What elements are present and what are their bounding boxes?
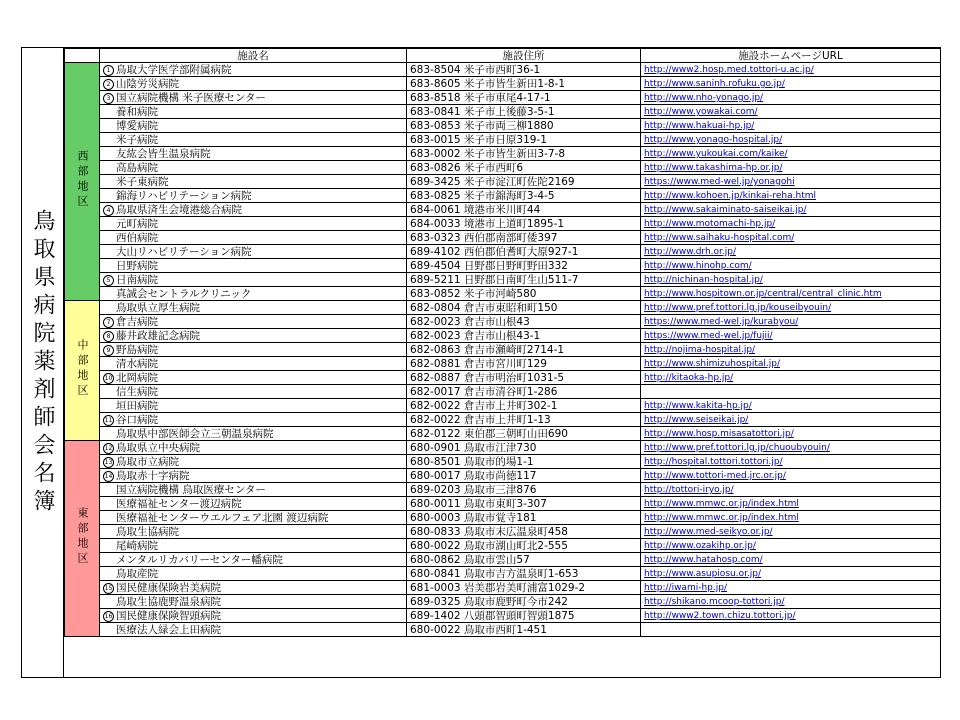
hospital-url-link[interactable]: http://www.med-seikyo.or.jp/: [644, 527, 773, 537]
hospital-url-link[interactable]: http://www.motomachi-hp.jp/: [644, 219, 776, 229]
region-cell: [65, 301, 100, 441]
hospital-name: 元町病院: [116, 217, 158, 230]
hospital-name-cell: [100, 315, 407, 329]
region-label: 中部地区: [76, 339, 89, 399]
hospital-name-cell: [100, 511, 407, 525]
table-row: [65, 623, 941, 637]
hospital-url-cell: [641, 595, 941, 609]
hospital-url-cell: [641, 623, 941, 637]
hospital-name-cell: [100, 581, 407, 595]
hospital-name: メンタルリカバリーセンター幡病院: [116, 553, 283, 566]
hospital-url-cell: [641, 301, 941, 315]
hospital-address: 680-0011 鳥取市東町3-307: [407, 497, 641, 511]
hospital-name-cell: [100, 175, 407, 189]
region-cell: [65, 441, 100, 637]
hospital-name-cell: [100, 413, 407, 427]
hospital-name-cell: [100, 483, 407, 497]
hospital-url-link[interactable]: https://www.med-wel.jp/yonagohi: [644, 177, 795, 187]
hospital-name-cell: [100, 357, 407, 371]
hospital-name-cell: [100, 203, 407, 217]
hospital-name-cell: [100, 469, 407, 483]
hospital-url-link[interactable]: http://www.kakita-hp.jp/: [644, 401, 752, 411]
hospital-address: 683-0825 米子市錦海町3-4-5: [407, 189, 641, 203]
map-number-badge: 13: [104, 458, 113, 466]
hospital-address: 689-0325 鳥取市鹿野町今市242: [407, 595, 641, 609]
hospital-address: 682-0017 倉吉市清谷町1-286: [407, 385, 641, 399]
table-row: [65, 595, 941, 609]
hospital-name: 野島病院: [116, 343, 158, 356]
hospital-url-link[interactable]: http://www.hinohp.com/: [644, 261, 752, 271]
table-row: [65, 483, 941, 497]
hospital-address: 682-0804 倉吉市東昭和町150: [407, 301, 641, 315]
region-cell: [65, 63, 100, 301]
hospital-address: 682-0863 倉吉市瀬崎町2714-1: [407, 343, 641, 357]
table-row: [65, 77, 941, 91]
hospital-url-link[interactable]: http://www.saninh.rofuku.go.jp/: [644, 79, 785, 89]
hospital-name: 医療福祉センター渡辺病院: [116, 497, 242, 510]
table-row: [65, 119, 941, 133]
hospital-address: 683-0002 米子市皆生新田3-7-8: [407, 147, 641, 161]
hospital-url-cell: [641, 147, 941, 161]
hospital-url-link[interactable]: http://www.yukoukai.com/kaike/: [644, 149, 788, 159]
hospital-url-link[interactable]: http://www.nho-yonago.jp/: [644, 93, 764, 103]
region-header: [65, 49, 100, 63]
hospital-url-cell: [641, 77, 941, 91]
hospital-url-cell: [641, 161, 941, 175]
url-header: 施設ホームページURL: [641, 49, 941, 63]
hospital-url-cell: [641, 287, 941, 301]
table-row: [65, 539, 941, 553]
hospital-url-cell: [641, 413, 941, 427]
map-number-badge: 7: [103, 317, 114, 328]
table-row: [65, 203, 941, 217]
table-row: [65, 273, 941, 287]
hospital-name: 西伯病院: [116, 231, 158, 244]
hospital-url-cell: [641, 371, 941, 385]
hospital-name-cell: [100, 77, 407, 91]
hospital-url-cell: [641, 217, 941, 231]
hospital-url-link[interactable]: http://www.shimizuhospital.jp/: [644, 359, 781, 369]
hospital-name: 信生病院: [116, 385, 158, 398]
hospital-name: 米子病院: [116, 133, 158, 146]
hospital-name: 鳥取県中部医師会立三朝温泉病院: [116, 427, 274, 440]
hospital-name-cell: [100, 273, 407, 287]
hospital-name: 友紘会皆生温泉病院: [116, 147, 211, 160]
hospital-name: 養和病院: [116, 105, 158, 118]
hospital-name-cell: [100, 623, 407, 637]
hospital-url-cell: [641, 119, 941, 133]
name-header: 施設名: [100, 49, 407, 63]
table-row: [65, 189, 941, 203]
map-number-badge: 4: [103, 205, 114, 216]
hospital-address: 683-0323 西伯郡南部町倭397: [407, 231, 641, 245]
region-label: 東部地区: [76, 507, 89, 567]
hospital-url-cell: [641, 539, 941, 553]
hospital-url-cell: [641, 343, 941, 357]
hospital-address: 684-0061 境港市米川町44: [407, 203, 641, 217]
hospital-url-cell: [641, 105, 941, 119]
hospital-address: 683-8504 米子市西町36-1: [407, 63, 641, 77]
hospital-url-cell: [641, 175, 941, 189]
hospital-url-link[interactable]: http://www.asupiosu.or.jp/: [644, 569, 762, 579]
map-number-badge: 10: [104, 374, 113, 382]
hospital-name: 清水病院: [116, 357, 158, 370]
hospital-name: 医療法人緑会上田病院: [116, 623, 221, 636]
table-row: [65, 609, 941, 623]
region-label: 西部地区: [76, 150, 89, 210]
hospital-url-cell: [641, 399, 941, 413]
hospital-url-link[interactable]: http://nichinan-hospital.jp/: [644, 275, 763, 285]
hospital-url-cell: [641, 63, 941, 77]
hospital-url-cell: [641, 357, 941, 371]
hospital-name-cell: [100, 497, 407, 511]
hospital-name-cell: [100, 63, 407, 77]
hospital-url-cell: [641, 231, 941, 245]
hospital-address: 680-0833 鳥取市末広温泉町458: [407, 525, 641, 539]
hospital-name-cell: [100, 539, 407, 553]
table-row: [65, 357, 941, 371]
hospital-address: 684-0033 境港市上道町1895-1: [407, 217, 641, 231]
hospital-name: 米子東病院: [116, 175, 169, 188]
hospital-url-cell: [641, 609, 941, 623]
hospital-address: 683-0852 米子市河崎580: [407, 287, 641, 301]
hospital-url-cell: [641, 273, 941, 287]
table-row: [65, 315, 941, 329]
hospital-address: 682-0022 倉吉市上井町302-1: [407, 399, 641, 413]
hospital-name: 国立病院機構 鳥取医療センター: [116, 483, 266, 496]
table-row: [65, 133, 941, 147]
map-number-badge: 9: [103, 345, 114, 356]
hospital-name-cell: [100, 567, 407, 581]
hospital-url-cell: [641, 441, 941, 455]
hospital-name-cell: [100, 553, 407, 567]
hospital-name: 鳥取県済生会境港総合病院: [116, 203, 242, 216]
hospital-name-cell: [100, 329, 407, 343]
hospital-address: 683-0015 米子市日原319-1: [407, 133, 641, 147]
table-row: [65, 259, 941, 273]
hospital-name-cell: [100, 105, 407, 119]
hospital-url-link[interactable]: http://www.mmwc.or.jp/index.html: [644, 513, 799, 523]
hospital-name: 鳥取産院: [116, 567, 158, 580]
table-row: [65, 385, 941, 399]
hospital-url-link[interactable]: http://www.kohoen.jp/kinkai-reha.html: [644, 191, 816, 201]
hospital-url-link[interactable]: http://tottori-iryo.jp/: [644, 485, 734, 495]
hospital-name-cell: [100, 161, 407, 175]
hospital-address: 683-8605 米子市皆生新田1-8-1: [407, 77, 641, 91]
table-row: [65, 427, 941, 441]
hospital-name-cell: [100, 427, 407, 441]
hospital-url-link[interactable]: http://www.drh.or.jp/: [644, 247, 736, 257]
hospital-name: 鳥取県立厚生病院: [116, 301, 200, 314]
hospital-address: 682-0881 倉吉市宮川町129: [407, 357, 641, 371]
hospital-name: 日南病院: [116, 273, 158, 286]
hospital-name: 鳥取赤十字病院: [116, 469, 190, 482]
table-row: [65, 469, 941, 483]
hospital-url-cell: [641, 91, 941, 105]
hospital-address: 689-3425 米子市淀江町佐陀2169: [407, 175, 641, 189]
hospital-name-cell: [100, 147, 407, 161]
map-number-badge: 3: [103, 93, 114, 104]
table-row: [65, 371, 941, 385]
hospital-url-cell: [641, 259, 941, 273]
hospital-url-link[interactable]: http://www.hosp.misasatottori.jp/: [644, 429, 794, 439]
hospital-name-cell: [100, 287, 407, 301]
hospital-name: 鳥取生協鹿野温泉病院: [116, 595, 221, 608]
hospital-url-cell: [641, 427, 941, 441]
hospital-name: 国立病院機構 米子医療センター: [116, 91, 266, 104]
hospital-name: 国民健康保険智頭病院: [116, 609, 221, 622]
table-row: [65, 329, 941, 343]
hospital-url-link[interactable]: http://nojima-hospital.jp/: [644, 345, 756, 355]
hospital-name-cell: [100, 133, 407, 147]
table-row: [65, 413, 941, 427]
map-number-badge: 15: [104, 584, 113, 592]
directory-grid: [64, 48, 940, 677]
table-row: [65, 231, 941, 245]
hospital-url-link[interactable]: http://hospital.tottori.tottori.jp/: [644, 457, 783, 467]
hospital-name: 錦海リハビリテーション病院: [116, 189, 252, 202]
table-row: [65, 245, 941, 259]
map-number-badge: 12: [104, 444, 113, 452]
directory-title: [22, 48, 64, 677]
hospital-name: 藤井政雄記念病院: [116, 329, 200, 342]
hospital-name: 医療福祉センターウエルフェア北園 渡辺病院: [116, 511, 329, 524]
header-row: [65, 49, 941, 63]
table-row: [65, 161, 941, 175]
table-row: [65, 175, 941, 189]
hospital-address: 682-0023 倉吉市山根43-1: [407, 329, 641, 343]
hospital-address: 689-5211 日野郡日南町生山511-7: [407, 273, 641, 287]
hospital-url-link[interactable]: https://www.med-wel.jp/kurabyou/: [644, 317, 799, 327]
hospital-address: 682-0022 倉吉市上井町1-13: [407, 413, 641, 427]
hospital-url-link[interactable]: http://www.hatahosp.com/: [644, 555, 763, 565]
hospital-url-cell: [641, 455, 941, 469]
table-row: [65, 525, 941, 539]
hospital-url-link[interactable]: http://www.saihaku-hospital.com/: [644, 233, 795, 243]
hospital-name: 倉吉病院: [116, 315, 158, 328]
hospital-address: 683-0853 米子市両三柳1880: [407, 119, 641, 133]
hospital-url-cell: [641, 511, 941, 525]
table-row: [65, 553, 941, 567]
hospital-name: 真誠会セントラルクリニック: [116, 287, 252, 300]
hospital-name: 大山リハビリテーション病院: [116, 245, 252, 258]
table-row: [65, 91, 941, 105]
hospital-url-link[interactable]: http://www.yowakai.com/: [644, 107, 758, 117]
table-row: [65, 63, 941, 77]
table-row: [65, 497, 941, 511]
hospital-address: 683-0826 米子市西町6: [407, 161, 641, 175]
table-row: [65, 399, 941, 413]
table-row: [65, 147, 941, 161]
hospital-name: 高島病院: [116, 161, 158, 174]
hospital-name: 尾崎病院: [116, 539, 158, 552]
table-row: [65, 343, 941, 357]
hospital-url-link[interactable]: http://www2.hosp.med.tottori-u.ac.jp/: [644, 65, 814, 75]
hospital-url-link[interactable]: http://www.ozakihp.or.jp/: [644, 541, 756, 551]
hospital-url-cell: [641, 469, 941, 483]
hospital-url-link[interactable]: http://www.sakaiminato-saiseikai.jp/: [644, 205, 807, 215]
hospital-url-cell: [641, 525, 941, 539]
hospital-url-link[interactable]: http://www.hakuai-hp.jp/: [644, 121, 755, 131]
table-row: [65, 581, 941, 595]
hospital-address: 680-8501 鳥取市的場1-1: [407, 455, 641, 469]
hospital-name-cell: [100, 595, 407, 609]
hospital-url-cell: [641, 581, 941, 595]
hospital-address: 681-0003 岩美郡岩美町浦富1029-2: [407, 581, 641, 595]
table-row: [65, 301, 941, 315]
hospital-url-cell: [641, 133, 941, 147]
hospital-name-cell: [100, 189, 407, 203]
hospital-table: [64, 48, 941, 637]
hospital-name-cell: [100, 399, 407, 413]
hospital-url-cell: [641, 315, 941, 329]
hospital-name-cell: [100, 91, 407, 105]
hospital-url-cell: [641, 189, 941, 203]
map-number-badge: 5: [103, 275, 114, 286]
hospital-name: 鳥取生協病院: [116, 525, 179, 538]
table-row: [65, 567, 941, 581]
hospital-url-link[interactable]: http://iwami-hp.jp/: [644, 583, 727, 593]
hospital-url-cell: [641, 497, 941, 511]
hospital-address: 682-0887 倉吉市明治町1031-5: [407, 371, 641, 385]
hospital-url-link[interactable]: http://www.tottori-med.jrc.or.jp/: [644, 471, 786, 481]
hospital-rows: [65, 63, 941, 637]
hospital-url-link[interactable]: http://www.yonago-hospital.jp/: [644, 135, 783, 145]
hospital-address: 680-0901 鳥取市江津730: [407, 441, 641, 455]
hospital-url-cell: [641, 245, 941, 259]
map-number-badge: 11: [104, 416, 113, 424]
hospital-address: 680-0022 鳥取市西町1-451: [407, 623, 641, 637]
hospital-address: 683-8518 米子市車尾4-17-1: [407, 91, 641, 105]
table-row: [65, 287, 941, 301]
hospital-name: 日野病院: [116, 259, 158, 272]
directory-sheet: [21, 47, 941, 678]
hospital-name-cell: [100, 231, 407, 245]
table-row: [65, 105, 941, 119]
hospital-name: 山陰労災病院: [116, 77, 179, 90]
table-row: [65, 217, 941, 231]
hospital-address: 689-1402 八頭郡智頭町智頭1875: [407, 609, 641, 623]
hospital-url-cell: [641, 553, 941, 567]
hospital-address: 680-0017 鳥取市尚徳117: [407, 469, 641, 483]
hospital-name: 国民健康保険岩美病院: [116, 581, 221, 594]
hospital-address: 689-4102 西伯郡伯耆町大原927-1: [407, 245, 641, 259]
hospital-address: 680-0841 鳥取市吉方温泉町1-653: [407, 567, 641, 581]
hospital-name-cell: [100, 385, 407, 399]
hospital-url-link[interactable]: http://kitaoka-hp.jp/: [644, 373, 734, 383]
hospital-address: 680-0022 鳥取市湖山町北2-555: [407, 539, 641, 553]
map-number-badge: 2: [103, 79, 114, 90]
hospital-address: 689-0203 鳥取市三津876: [407, 483, 641, 497]
hospital-url-link[interactable]: http://www2.town.chizu.tottori.jp/: [644, 611, 796, 621]
hospital-url-link[interactable]: http://www.takashima-hp.or.jp/: [644, 163, 783, 173]
hospital-name: 北岡病院: [116, 371, 158, 384]
hospital-name-cell: [100, 119, 407, 133]
map-number-badge: 16: [104, 612, 113, 620]
hospital-name: 博愛病院: [116, 119, 158, 132]
hospital-name-cell: [100, 301, 407, 315]
hospital-url-cell: [641, 567, 941, 581]
table-row: [65, 455, 941, 469]
map-number-badge: 1: [103, 65, 114, 76]
hospital-name-cell: [100, 455, 407, 469]
hospital-url-cell: [641, 385, 941, 399]
map-number-badge: 14: [104, 472, 113, 480]
hospital-name-cell: [100, 609, 407, 623]
hospital-name-cell: [100, 343, 407, 357]
directory-title-text: 鳥取県病院薬剤師会名簿: [30, 208, 55, 517]
hospital-name-cell: [100, 371, 407, 385]
hospital-address: 683-0841 米子市上後藤3-5-1: [407, 105, 641, 119]
hospital-address: 689-4504 日野郡日野町野田332: [407, 259, 641, 273]
address-header: 施設住所: [407, 49, 641, 63]
hospital-url-link[interactable]: http://www.pref.tottori.lg.jp/chuoubyouin/: [644, 443, 830, 453]
hospital-url-link[interactable]: http://www.seiseikai.jp/: [644, 415, 749, 425]
map-number-badge: 8: [103, 331, 114, 342]
hospital-url-link[interactable]: http://www.mmwc.or.jp/index.html: [644, 499, 799, 509]
hospital-name-cell: [100, 217, 407, 231]
hospital-name: 鳥取市立病院: [116, 455, 179, 468]
hospital-url-cell: [641, 329, 941, 343]
hospital-url-link[interactable]: https://www.med-wel.jp/fujii/: [644, 331, 773, 341]
hospital-name-cell: [100, 245, 407, 259]
hospital-address: 682-0023 倉吉市山根43: [407, 315, 641, 329]
table-row: [65, 511, 941, 525]
hospital-url-link[interactable]: http://shikano.mcoop-tottori.jp/: [644, 597, 785, 607]
hospital-address: 682-0122 東伯郡三朝町山田690: [407, 427, 641, 441]
hospital-name: 鳥取県立中央病院: [116, 441, 200, 454]
hospital-url-cell: [641, 483, 941, 497]
hospital-name-cell: [100, 259, 407, 273]
hospital-name-cell: [100, 525, 407, 539]
hospital-name: 鳥取大学医学部附属病院: [116, 63, 232, 76]
table-row: [65, 441, 941, 455]
hospital-address: 680-0003 鳥取市覚寺181: [407, 511, 641, 525]
hospital-name: 垣田病院: [116, 399, 158, 412]
hospital-name-cell: [100, 441, 407, 455]
hospital-url-link[interactable]: http://www.hospitown.or.jp/central/central_clinic.htm: [644, 289, 882, 299]
hospital-url-link[interactable]: http://www.pref.tottori.lg.jp/kouseibyouin/: [644, 303, 832, 313]
hospital-address: 680-0862 鳥取市雲山57: [407, 553, 641, 567]
hospital-name: 谷口病院: [116, 413, 158, 426]
hospital-url-cell: [641, 203, 941, 217]
